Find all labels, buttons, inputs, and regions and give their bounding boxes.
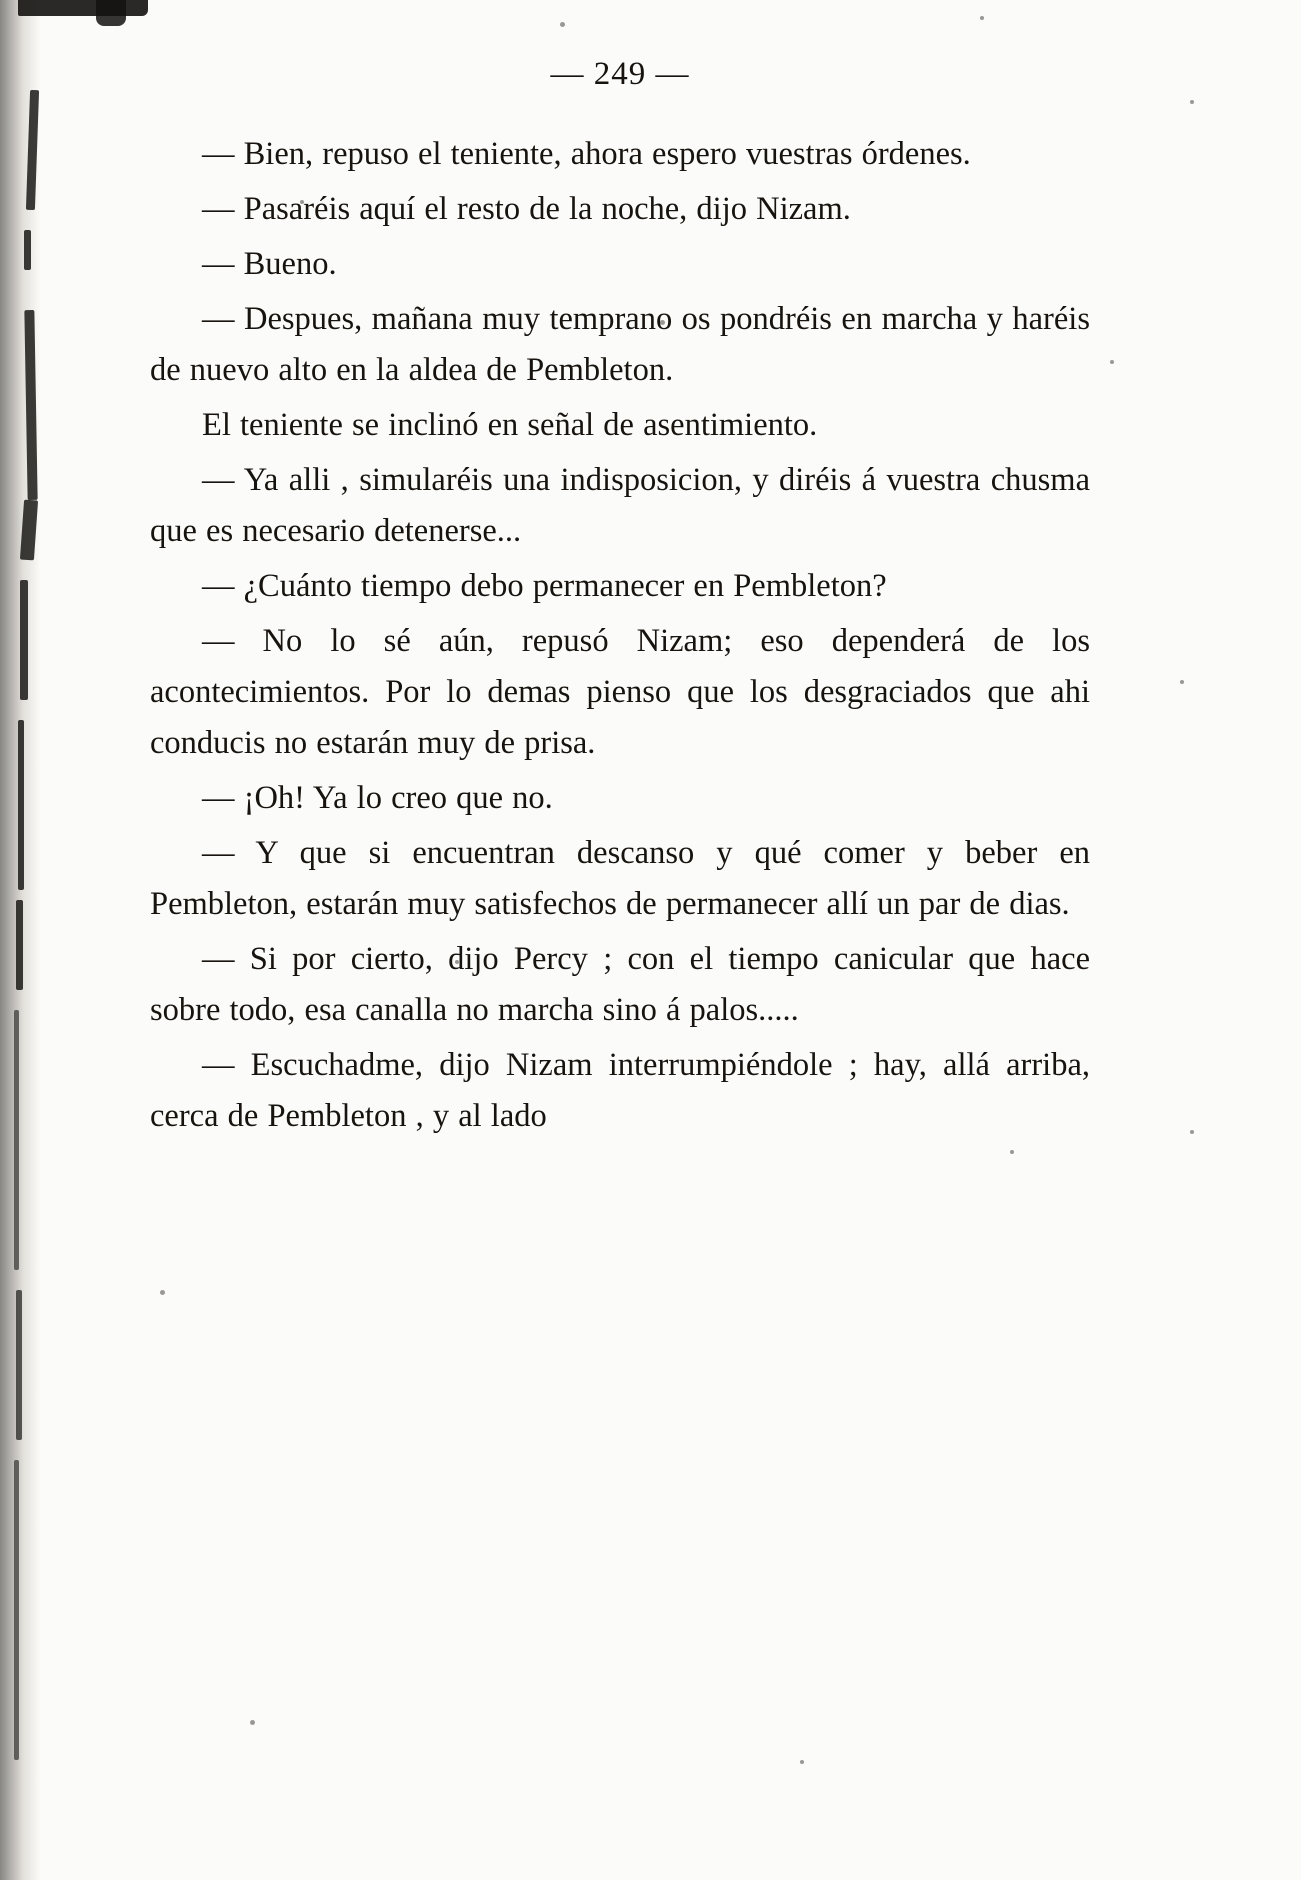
paragraph: — ¡Oh! Ya lo creo que no.: [202, 780, 553, 816]
paragraph: — Pasaréis aquí el resto de la noche, dijo Nizam.: [202, 191, 851, 227]
page-text-column: [150, 0, 1090, 1142]
paragraph: — Escuchadme, dijo Nizam interrumpiéndole ; hay, allá arriba, cerca de Pembleton , y al lado: [150, 1047, 1090, 1134]
paragraph: — Si por cierto, dijo Percy ; con el tiempo canicular que hace sobre todo, esa canalla no marcha sino á palos.....: [150, 941, 1090, 1028]
paragraph: El teniente se inclinó en señal de asentimiento.: [202, 407, 818, 443]
paragraph: — Y que si encuentran descanso y qué comer y beber en Pembleton, estarán muy satisfechos de permanecer allí un par de dias.: [150, 835, 1090, 922]
paragraph: — Bueno.: [202, 246, 337, 282]
paragraph: — Despues, mañana muy temprano os pondréis en marcha y haréis de nuevo alto en la aldea de Pembleton.: [150, 301, 1090, 388]
scan-artifact-top: [18, 0, 148, 16]
paragraph: — Ya alli , simularéis una indisposicion, y diréis á vuestra chusma que es necesario detenerse...: [150, 462, 1090, 549]
paragraph: — Bien, repuso el teniente, ahora espero vuestras órdenes.: [202, 136, 971, 172]
page-number: — 249 —: [550, 56, 690, 92]
scan-artifact-top-notch: [96, 0, 126, 26]
paragraph: — No lo sé aún, repusó Nizam; eso dependerá de los acontecimientos. Por lo demas pienso que los desgraciados que ahi conducis no estarán muy de prisa.: [150, 623, 1090, 761]
gutter-ink-marks: [14, 60, 40, 1820]
paragraph: — ¿Cuánto tiempo debo permanecer en Pembleton?: [202, 568, 887, 604]
